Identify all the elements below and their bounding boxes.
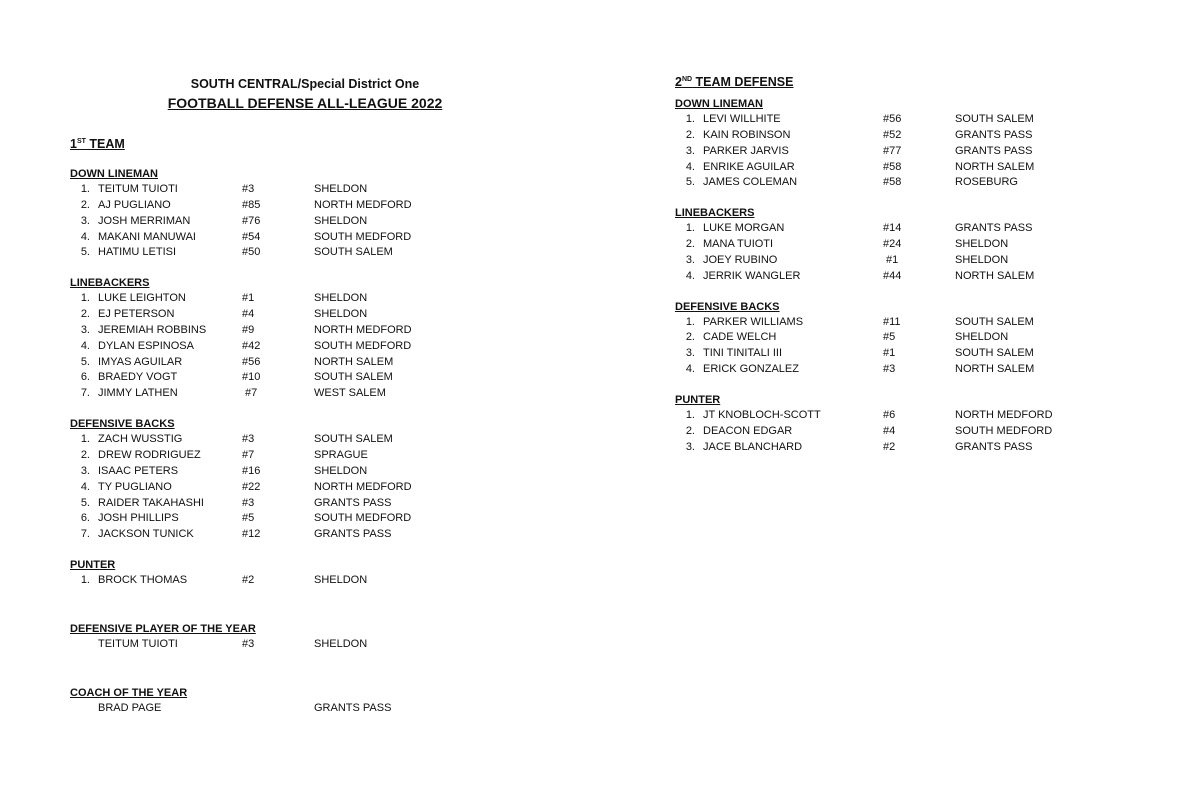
school-name: SHELDON bbox=[314, 308, 368, 321]
roster-row bbox=[675, 112, 1155, 128]
player-name: KAIN ROBINSON bbox=[703, 128, 791, 141]
section-title bbox=[70, 416, 590, 432]
school-name: NORTH MEDFORD bbox=[314, 323, 412, 336]
jersey-number: #16 bbox=[242, 464, 261, 477]
player-name: ERICK GONZALEZ bbox=[703, 363, 799, 376]
jersey-number: #12 bbox=[242, 528, 261, 541]
row-number: 2. bbox=[685, 331, 695, 344]
school-name: SOUTH MEDFORD bbox=[314, 339, 412, 352]
school-name: NORTH SALEM bbox=[955, 363, 1035, 376]
roster-row bbox=[70, 307, 590, 323]
row-number: 1. bbox=[685, 408, 695, 421]
jersey-number: #7 bbox=[242, 387, 258, 400]
jersey-number: #85 bbox=[242, 198, 261, 211]
roster-row bbox=[70, 573, 590, 589]
first-team-linebackers bbox=[70, 275, 590, 402]
jersey-number: #1 bbox=[883, 347, 896, 360]
section-title: COACH OF THE YEAR bbox=[70, 686, 188, 699]
school-name: SOUTH SALEM bbox=[955, 315, 1034, 328]
second-team-column bbox=[675, 70, 1155, 470]
school-name: GRANTS PASS bbox=[314, 701, 392, 714]
jersey-number: #2 bbox=[883, 440, 896, 453]
section-title: PUNTER bbox=[70, 559, 116, 572]
roster-list bbox=[675, 408, 1155, 456]
roster-row bbox=[70, 182, 590, 198]
roster-row bbox=[70, 464, 590, 480]
jersey-number: #56 bbox=[883, 113, 902, 125]
school-name: SHELDON bbox=[955, 238, 1009, 251]
row-number: 1. bbox=[685, 113, 695, 125]
roster-row bbox=[675, 330, 1155, 346]
player-name: LUKE MORGAN bbox=[703, 222, 785, 235]
school-name: SHELDON bbox=[314, 574, 368, 587]
first-team-title-suffix: TEAM bbox=[85, 137, 125, 151]
player-name: JOSH MERRIMAN bbox=[98, 214, 191, 227]
document-heading bbox=[150, 76, 460, 113]
jersey-number: #22 bbox=[242, 480, 261, 493]
roster-row bbox=[70, 480, 590, 496]
row-number: 1. bbox=[80, 183, 90, 195]
jersey-number: #2 bbox=[242, 574, 255, 587]
roster-list bbox=[70, 573, 590, 589]
player-name: LEVI WILLHITE bbox=[703, 113, 781, 125]
row-number: 4. bbox=[80, 339, 90, 352]
jersey-number: #3 bbox=[242, 637, 255, 650]
first-team-column bbox=[70, 132, 590, 731]
row-number: 2. bbox=[685, 238, 695, 251]
coach-of-the-year bbox=[70, 685, 590, 717]
row-number: 1. bbox=[685, 315, 695, 328]
player-name: TY PUGLIANO bbox=[98, 480, 172, 493]
row-number: 4. bbox=[685, 363, 695, 376]
school-name: SOUTH MEDFORD bbox=[314, 512, 412, 525]
player-name: PARKER JARVIS bbox=[703, 144, 789, 157]
player-name: HATIMU LETISI bbox=[98, 246, 177, 259]
roster-row bbox=[675, 362, 1155, 378]
player-name: AJ PUGLIANO bbox=[98, 198, 171, 211]
roster-row bbox=[70, 198, 590, 214]
roster-row bbox=[70, 339, 590, 355]
heading-district: SOUTH CENTRAL/Special District One bbox=[190, 77, 420, 91]
school-name: SOUTH SALEM bbox=[955, 347, 1034, 360]
player-name: JEREMIAH ROBBINS bbox=[98, 323, 207, 336]
jersey-number: #4 bbox=[883, 424, 896, 437]
player-name: JOEY RUBINO bbox=[703, 253, 778, 266]
row-number: 4. bbox=[80, 230, 90, 243]
jersey-number: #24 bbox=[883, 238, 902, 251]
row-number: 4. bbox=[80, 480, 90, 493]
jersey-number: #76 bbox=[242, 214, 261, 227]
player-name: JACKSON TUNICK bbox=[98, 528, 194, 541]
jersey-number: #77 bbox=[883, 144, 902, 157]
roster-row bbox=[70, 386, 590, 402]
roster-row bbox=[70, 291, 590, 307]
coach-name: BRAD PAGE bbox=[98, 701, 162, 714]
roster-row bbox=[675, 424, 1155, 440]
row-number: 7. bbox=[80, 528, 90, 541]
school-name: SHELDON bbox=[955, 253, 1009, 266]
school-name: GRANTS PASS bbox=[955, 440, 1033, 453]
roster-row bbox=[675, 346, 1155, 362]
roster-row bbox=[675, 269, 1155, 285]
school-name: SHELDON bbox=[314, 183, 368, 195]
school-name: SHELDON bbox=[314, 464, 368, 477]
school-name: ROSEBURG bbox=[955, 176, 1018, 189]
roster-row bbox=[70, 245, 590, 261]
row-number: 3. bbox=[80, 323, 90, 336]
player-name: ZACH WUSSTIG bbox=[98, 433, 183, 446]
player-name: DEACON EDGAR bbox=[703, 424, 793, 437]
player-name: DYLAN ESPINOSA bbox=[98, 339, 194, 352]
jersey-number: #4 bbox=[242, 308, 255, 321]
first-team-title-sup: ST bbox=[76, 138, 86, 145]
roster-row bbox=[70, 448, 590, 464]
jersey-number: #7 bbox=[242, 448, 255, 461]
heading-title: FOOTBALL DEFENSE ALL-LEAGUE 2022 bbox=[167, 95, 443, 111]
jersey-number: #10 bbox=[242, 371, 261, 384]
roster-list bbox=[70, 291, 590, 402]
jersey-number: #3 bbox=[242, 496, 255, 509]
school-name: WEST SALEM bbox=[314, 387, 386, 400]
section-title: DEFENSIVE PLAYER OF THE YEAR bbox=[70, 622, 256, 635]
row-number: 2. bbox=[80, 448, 90, 461]
jersey-number: #3 bbox=[242, 433, 255, 446]
roster-row bbox=[70, 214, 590, 230]
roster-list bbox=[675, 112, 1155, 191]
jersey-number: #58 bbox=[883, 160, 902, 173]
roster-row bbox=[675, 221, 1155, 237]
player-name: MAKANI MANUWAI bbox=[98, 230, 196, 243]
roster-list bbox=[675, 221, 1155, 284]
roster-row bbox=[70, 511, 590, 527]
school-name: NORTH MEDFORD bbox=[314, 198, 412, 211]
section-title-part2: BACKS bbox=[135, 418, 175, 431]
roster-row bbox=[70, 323, 590, 339]
school-name: GRANTS PASS bbox=[314, 496, 392, 509]
row-number: 6. bbox=[80, 512, 90, 525]
roster-row bbox=[675, 160, 1155, 176]
school-name: SHELDON bbox=[314, 637, 368, 650]
school-name: GRANTS PASS bbox=[955, 144, 1033, 157]
player-name: TEITUM TUIOTI bbox=[98, 637, 178, 650]
row-number: 5. bbox=[685, 176, 695, 189]
section-title: LINEBACKERS bbox=[70, 277, 150, 290]
second-team-punter bbox=[675, 392, 1155, 456]
second-team-title-prefix: 2 bbox=[675, 75, 682, 89]
roster-row bbox=[675, 408, 1155, 424]
school-name: GRANTS PASS bbox=[314, 528, 392, 541]
player-name: LUKE LEIGHTON bbox=[98, 292, 186, 305]
school-name: GRANTS PASS bbox=[955, 128, 1033, 141]
jersey-number: #6 bbox=[883, 408, 896, 421]
roster-row bbox=[70, 230, 590, 246]
player-name: RAIDER TAKAHASHI bbox=[98, 496, 204, 509]
row-number: 1. bbox=[685, 222, 695, 235]
section-title-part1: DEFENSIVE bbox=[70, 418, 133, 431]
player-name: JAMES COLEMAN bbox=[703, 176, 798, 189]
player-name: DREW RODRIGUEZ bbox=[98, 448, 201, 461]
jersey-number: #54 bbox=[242, 230, 261, 243]
row-number: 4. bbox=[685, 269, 695, 282]
section-title: DEFENSIVE BACKS bbox=[675, 300, 780, 313]
jersey-number: #42 bbox=[242, 339, 261, 352]
player-name: ENRIKE AGUILAR bbox=[703, 160, 795, 173]
roster-list bbox=[70, 182, 590, 261]
jersey-number: #9 bbox=[242, 323, 255, 336]
row-number: 3. bbox=[685, 144, 695, 157]
row-number: 2. bbox=[80, 198, 90, 211]
player-name: ISAAC PETERS bbox=[98, 464, 179, 477]
jersey-number: #44 bbox=[883, 269, 902, 282]
row-number: 4. bbox=[685, 160, 695, 173]
row-number: 2. bbox=[685, 128, 695, 141]
school-name: NORTH SALEM bbox=[955, 269, 1035, 282]
row-number: 3. bbox=[80, 464, 90, 477]
row-number: 2. bbox=[80, 308, 90, 321]
player-name: JERRIK WANGLER bbox=[703, 269, 801, 282]
second-team-title-suffix: TEAM DEFENSE bbox=[692, 75, 794, 89]
school-name: NORTH SALEM bbox=[955, 160, 1035, 173]
row-number: 5. bbox=[80, 246, 90, 259]
school-name: SPRAGUE bbox=[314, 448, 368, 461]
jersey-number: #1 bbox=[883, 253, 899, 266]
second-team-title bbox=[675, 70, 1155, 90]
player-name: JIMMY LATHEN bbox=[98, 387, 178, 400]
section-title: DOWN LINEMAN bbox=[70, 168, 158, 180]
player-name: JT KNOBLOCH-SCOTT bbox=[703, 408, 821, 421]
section-title: LINEBACKERS bbox=[675, 207, 755, 220]
school-name: SOUTH MEDFORD bbox=[314, 230, 412, 243]
roster-row bbox=[675, 440, 1155, 456]
player-name: BRAEDY VOGT bbox=[98, 371, 178, 384]
jersey-number: #3 bbox=[242, 183, 255, 195]
roster-row bbox=[70, 527, 590, 543]
jersey-number: #1 bbox=[242, 292, 255, 305]
school-name: NORTH MEDFORD bbox=[314, 480, 412, 493]
school-name: SOUTH MEDFORD bbox=[955, 424, 1053, 437]
first-team-title bbox=[70, 132, 590, 152]
roster-row bbox=[70, 370, 590, 386]
school-name: NORTH MEDFORD bbox=[955, 408, 1053, 421]
school-name: SHELDON bbox=[314, 214, 368, 227]
jersey-number: #5 bbox=[883, 331, 896, 344]
row-number: 2. bbox=[685, 424, 695, 437]
jersey-number: #50 bbox=[242, 246, 261, 259]
school-name: SOUTH SALEM bbox=[314, 246, 393, 259]
row-number: 1. bbox=[80, 433, 90, 446]
player-name: MANA TUIOTI bbox=[703, 238, 774, 251]
player-name: PARKER WILLIAMS bbox=[703, 315, 804, 328]
roster-row bbox=[675, 315, 1155, 331]
award-row bbox=[70, 701, 590, 717]
roster-list bbox=[675, 315, 1155, 378]
row-number: 3. bbox=[80, 214, 90, 227]
row-number: 5. bbox=[80, 496, 90, 509]
roster-row bbox=[675, 144, 1155, 160]
roster-row bbox=[675, 175, 1155, 191]
row-number: 1. bbox=[80, 574, 90, 587]
second-team-title-sup: ND bbox=[681, 76, 693, 83]
school-name: GRANTS PASS bbox=[955, 222, 1033, 235]
second-team-down-lineman bbox=[675, 96, 1155, 191]
jersey-number: #5 bbox=[242, 512, 255, 525]
roster-row bbox=[675, 253, 1155, 269]
player-name: TEITUM TUIOTI bbox=[98, 183, 178, 195]
row-number: 3. bbox=[685, 440, 695, 453]
player-name: CADE WELCH bbox=[703, 331, 777, 344]
roster-row bbox=[70, 355, 590, 371]
second-team-defensive-backs bbox=[675, 299, 1155, 378]
jersey-number: #56 bbox=[242, 355, 261, 368]
roster-row bbox=[70, 432, 590, 448]
row-number: 6. bbox=[80, 371, 90, 384]
roster-list bbox=[70, 432, 590, 543]
row-number: 7. bbox=[80, 387, 90, 400]
row-number: 3. bbox=[685, 347, 695, 360]
row-number: 1. bbox=[80, 292, 90, 305]
roster-row bbox=[675, 128, 1155, 144]
school-name: SOUTH SALEM bbox=[955, 113, 1034, 125]
award-row bbox=[70, 637, 590, 653]
player-name: JACE BLANCHARD bbox=[703, 440, 803, 453]
defensive-player-of-the-year bbox=[70, 621, 590, 653]
school-name: SOUTH SALEM bbox=[314, 371, 393, 384]
row-number: 3. bbox=[685, 253, 695, 266]
player-name: TINI TINITALI III bbox=[703, 347, 783, 360]
jersey-number: #52 bbox=[883, 128, 902, 141]
jersey-number: #11 bbox=[883, 315, 901, 328]
school-name: SHELDON bbox=[955, 331, 1009, 344]
first-team-title-prefix: 1 bbox=[70, 137, 77, 151]
first-team-punter bbox=[70, 557, 590, 589]
row-number: 5. bbox=[80, 355, 90, 368]
jersey-number: #14 bbox=[883, 222, 902, 235]
first-team-defensive-backs bbox=[70, 416, 590, 543]
player-name: JOSH PHILLIPS bbox=[98, 512, 179, 525]
jersey-number: #58 bbox=[883, 176, 902, 189]
section-title: PUNTER bbox=[675, 393, 721, 406]
player-name: BROCK THOMAS bbox=[98, 574, 188, 587]
school-name: SHELDON bbox=[314, 292, 368, 305]
player-name: IMYAS AGUILAR bbox=[98, 355, 183, 368]
roster-row bbox=[675, 237, 1155, 253]
first-team-down-lineman bbox=[70, 166, 590, 261]
roster-row bbox=[70, 496, 590, 512]
player-name: EJ PETERSON bbox=[98, 308, 175, 321]
jersey-number: #3 bbox=[883, 363, 896, 376]
second-team-linebackers bbox=[675, 205, 1155, 284]
school-name: SOUTH SALEM bbox=[314, 433, 393, 446]
school-name: NORTH SALEM bbox=[314, 355, 394, 368]
section-title: DOWN LINEMAN bbox=[675, 98, 763, 110]
